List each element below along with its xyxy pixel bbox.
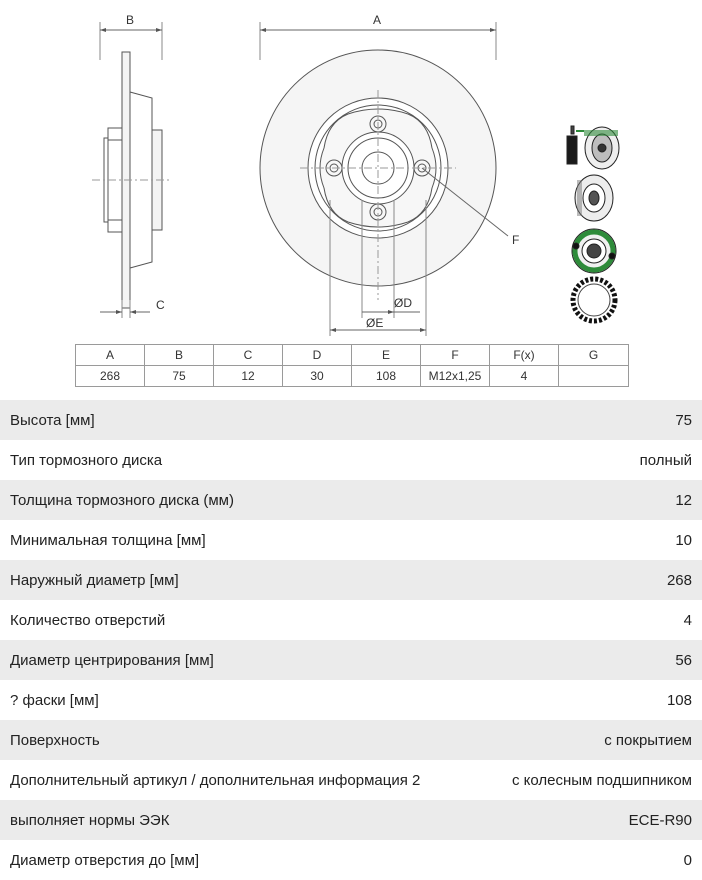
- spec-label: ? фаски [мм]: [10, 691, 99, 709]
- brake-disc-icon: [575, 175, 613, 221]
- label-a: A: [373, 13, 382, 27]
- dimension-table: [75, 344, 629, 387]
- spec-row-chamfer: [0, 680, 702, 720]
- disc-front-view: [260, 22, 508, 336]
- spec-value: полный: [639, 451, 692, 469]
- spec-row-disc-thickness: [0, 480, 702, 520]
- disc-with-wheel-bearing-icon: [567, 126, 619, 169]
- spec-row-height: [0, 400, 702, 440]
- label-e: ØE: [366, 316, 384, 330]
- dim-header-f: F: [421, 345, 490, 366]
- spec-label: Тип тормозного диска: [10, 451, 163, 469]
- dim-value-d: 30: [283, 366, 352, 387]
- disc-side-profile: [92, 22, 170, 318]
- label-b: B: [126, 13, 135, 27]
- dim-value-g: [559, 366, 629, 387]
- spec-label: Поверхность: [10, 731, 100, 749]
- spec-label: Минимальная толщина [мм]: [10, 531, 206, 549]
- label-c: C: [156, 298, 165, 312]
- spec-row-surface: [0, 720, 702, 760]
- dim-header-d: D: [283, 345, 352, 366]
- spec-row-hole-diameter: [0, 840, 702, 880]
- dim-value-b: 75: [145, 366, 214, 387]
- spec-value: 75: [675, 411, 692, 429]
- label-f: F: [512, 233, 520, 247]
- spec-value: с покрытием: [604, 731, 692, 749]
- spec-label: Наружный диаметр [мм]: [10, 571, 179, 589]
- abs-ring-icon: [573, 279, 615, 321]
- dim-value-c: 12: [214, 366, 283, 387]
- label-d: ØD: [394, 296, 412, 310]
- spec-value: 10: [675, 531, 692, 549]
- spec-label: Высота [мм]: [10, 411, 95, 429]
- spec-label: Количество отверстий: [10, 611, 166, 629]
- dim-header-g: G: [559, 345, 629, 366]
- spec-row-hole-count: [0, 600, 702, 640]
- spec-label: Диаметр центрирования [мм]: [10, 651, 214, 669]
- dim-header-e: E: [352, 345, 421, 366]
- dim-header-a: A: [76, 345, 145, 366]
- spec-value: 0: [683, 851, 692, 869]
- dim-value-f: M12x1,25: [421, 366, 490, 387]
- dim-value-e: 108: [352, 366, 421, 387]
- spec-row-disc-type: [0, 440, 702, 480]
- spec-label: Дополнительный артикул / дополнительная информация 2: [10, 771, 421, 789]
- dimension-header-row: [76, 345, 629, 366]
- spec-row-outer-diameter: [0, 560, 702, 600]
- spec-list: [0, 400, 702, 880]
- dim-header-b: B: [145, 345, 214, 366]
- spec-row-ece-norm: [0, 800, 702, 840]
- spec-value: 12: [675, 491, 692, 509]
- technical-drawing: [0, 0, 702, 400]
- spec-label: Толщина тормозного диска (мм): [10, 491, 234, 509]
- dimension-value-row: [76, 366, 629, 387]
- spec-label: выполняет нормы ЭЭК: [10, 811, 170, 829]
- spec-value: 108: [666, 691, 692, 709]
- spec-row-centering-diameter: [0, 640, 702, 680]
- spec-value: 4: [683, 611, 692, 629]
- spec-label: Диаметр отверстия до [мм]: [10, 851, 200, 869]
- dim-value-a: 268: [76, 366, 145, 387]
- spec-value: 56: [675, 651, 692, 669]
- dim-value-fx: 4: [490, 366, 559, 387]
- spec-value: ECE-R90: [628, 811, 692, 829]
- dim-header-fx: F(x): [490, 345, 559, 366]
- spec-row-min-thickness: [0, 520, 702, 560]
- spec-value: с колесным подшипником: [511, 771, 692, 789]
- spec-row-additional-info: [0, 760, 702, 800]
- dim-header-c: C: [214, 345, 283, 366]
- wheel-bearing-icon: [572, 229, 616, 273]
- spec-value: 268: [666, 571, 692, 589]
